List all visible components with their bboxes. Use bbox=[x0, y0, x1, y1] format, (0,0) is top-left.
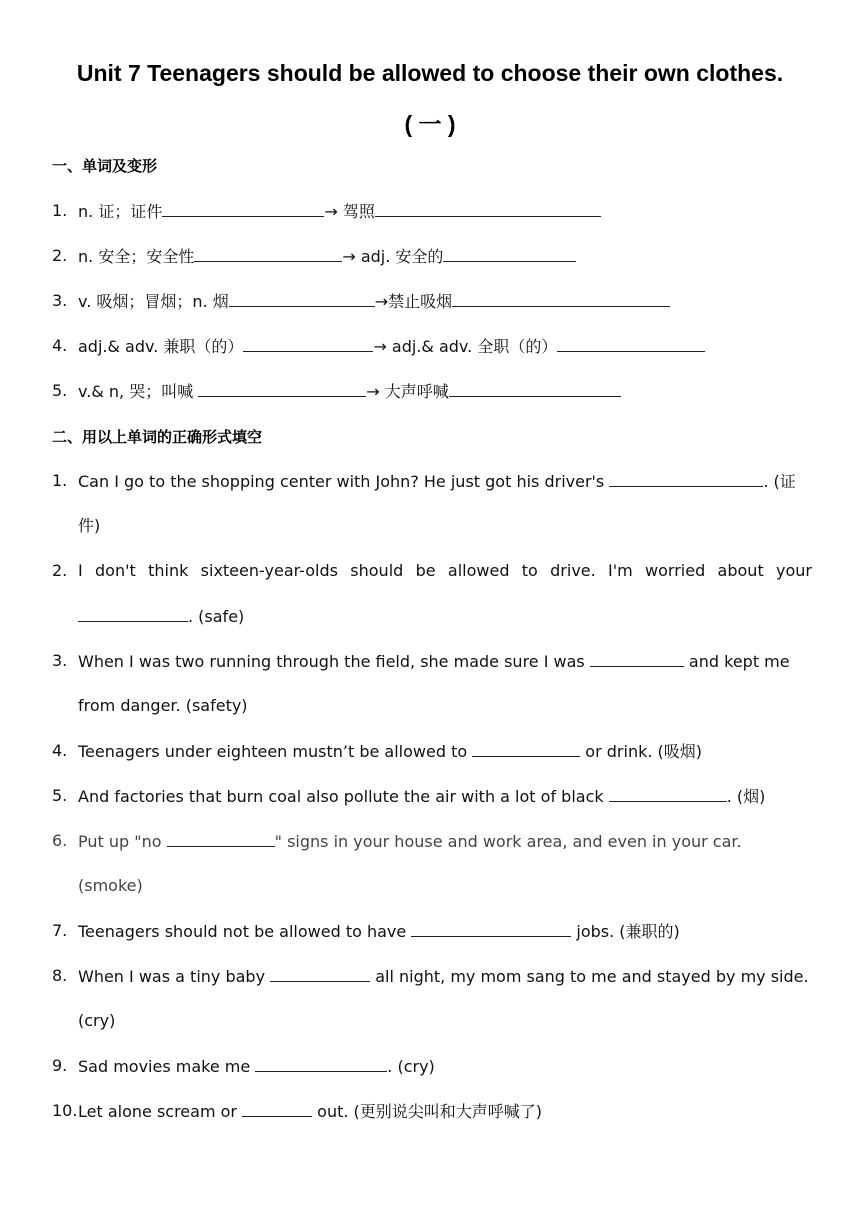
exercise-text: When I was two running through the field, she made sure I was bbox=[78, 652, 590, 671]
exercise-item-5 bbox=[52, 784, 812, 808]
exercise-item-2 bbox=[52, 559, 812, 583]
exercise-text-after: all night, my mom sang to me and stayed by my side. bbox=[370, 967, 809, 986]
answer-blank[interactable] bbox=[590, 649, 684, 667]
exercise-item-8-continuation: (cry) bbox=[78, 1011, 116, 1030]
section-heading-vocabulary: 一、单词及变形 bbox=[52, 157, 158, 175]
exercise-text: Teenagers under eighteen mustn’t be allowed to bbox=[78, 742, 473, 761]
item-number: 3. bbox=[52, 651, 68, 670]
vocab-item-5 bbox=[52, 379, 812, 403]
vocab-derivation: → 大声呼喊 bbox=[366, 382, 449, 401]
exercise-text: Put up "no bbox=[78, 832, 167, 851]
vocab-definition: n. 安全；安全性 bbox=[78, 247, 195, 266]
vocab-derivation: → adj. 安全的 bbox=[342, 247, 444, 266]
exercise-item-6-continuation: (smoke) bbox=[78, 876, 143, 895]
exercise-text-after: and kept me bbox=[683, 652, 790, 671]
exercise-text-after: out. (更别说尖叫和大声呼喊了) bbox=[312, 1102, 543, 1121]
exercise-item-8 bbox=[52, 964, 812, 988]
item-number: 5. bbox=[52, 786, 68, 805]
item-number: 5. bbox=[52, 381, 68, 400]
answer-blank[interactable] bbox=[557, 334, 705, 352]
item-number: 1. bbox=[52, 471, 68, 490]
exercise-item-3 bbox=[52, 649, 812, 673]
item-number: 6. bbox=[52, 831, 68, 850]
answer-blank[interactable] bbox=[411, 919, 571, 937]
item-number: 8. bbox=[52, 966, 68, 985]
item-number: 10. bbox=[52, 1101, 78, 1120]
exercise-text: And factories that burn coal also pollute the air with a lot of black bbox=[78, 787, 609, 806]
vocab-definition: n. 证；证件 bbox=[78, 202, 163, 221]
answer-blank[interactable] bbox=[255, 1054, 387, 1072]
exercise-text-after: jobs. (兼职的) bbox=[571, 922, 680, 941]
vocab-derivation: → 驾照 bbox=[324, 202, 375, 221]
exercise-item-2-continuation bbox=[78, 604, 244, 628]
exercise-text: Let alone scream or bbox=[78, 1102, 243, 1121]
exercise-text: When I was a tiny baby bbox=[78, 967, 271, 986]
vocab-derivation: →禁止吸烟 bbox=[374, 292, 453, 311]
exercise-text: Teenagers should not be allowed to have bbox=[78, 922, 412, 941]
answer-blank[interactable] bbox=[609, 784, 727, 802]
item-number: 9. bbox=[52, 1056, 68, 1075]
exercise-hint: . (烟) bbox=[726, 787, 766, 806]
page-title: Unit 7 Teenagers should be allowed to choose their own clothes. bbox=[76, 60, 784, 86]
exercise-item-7 bbox=[52, 919, 812, 943]
exercise-text: I don't think sixteen-year-olds should be allowed to drive. I'm worried about your bbox=[78, 561, 812, 580]
exercise-text-after: or drink. (吸烟) bbox=[580, 742, 703, 761]
answer-blank[interactable] bbox=[194, 244, 342, 262]
answer-blank[interactable] bbox=[243, 334, 373, 352]
section-heading-fill-in: 二、用以上单词的正确形式填空 bbox=[52, 428, 263, 446]
exercise-text: Sad movies make me bbox=[78, 1057, 256, 1076]
answer-blank[interactable] bbox=[167, 829, 275, 847]
item-number: 2. bbox=[52, 561, 68, 580]
answer-blank[interactable] bbox=[270, 964, 370, 982]
answer-blank[interactable] bbox=[375, 199, 601, 217]
item-number: 4. bbox=[52, 741, 68, 760]
vocab-item-2 bbox=[52, 244, 812, 268]
exercise-item-9 bbox=[52, 1054, 812, 1078]
exercise-item-1-continuation: 件) bbox=[78, 516, 101, 535]
vocab-definition: adj.& adv. 兼职（的） bbox=[78, 337, 244, 356]
answer-blank[interactable] bbox=[198, 379, 366, 397]
exercise-hint: . (safe) bbox=[188, 607, 245, 626]
exercise-text-after: " signs in your house and work area, and even in your car. bbox=[274, 832, 742, 851]
answer-blank[interactable] bbox=[229, 289, 375, 307]
item-number: 2. bbox=[52, 246, 68, 265]
exercise-item-1 bbox=[52, 469, 812, 493]
exercise-text: Can I go to the shopping center with John? He just got his driver's bbox=[78, 472, 610, 491]
answer-blank[interactable] bbox=[242, 1099, 312, 1117]
answer-blank[interactable] bbox=[78, 604, 188, 622]
answer-blank[interactable] bbox=[449, 379, 621, 397]
item-number: 3. bbox=[52, 291, 68, 310]
answer-blank[interactable] bbox=[452, 289, 670, 307]
vocab-definition: v.& n, 哭；叫喊 bbox=[78, 382, 199, 401]
vocab-item-4 bbox=[52, 334, 812, 358]
exercise-item-3-continuation: from danger. (safety) bbox=[78, 696, 248, 715]
answer-blank[interactable] bbox=[472, 739, 580, 757]
exercise-hint: . (cry) bbox=[387, 1057, 435, 1076]
vocab-item-3 bbox=[52, 289, 812, 313]
exercise-hint: . (证 bbox=[763, 472, 796, 491]
item-number: 1. bbox=[52, 201, 68, 220]
item-number: 4. bbox=[52, 336, 68, 355]
exercise-item-10 bbox=[52, 1099, 812, 1123]
exercise-item-6 bbox=[52, 829, 812, 853]
exercise-item-4 bbox=[52, 739, 812, 763]
vocab-definition: v. 吸烟；冒烟；n. 烟 bbox=[78, 292, 229, 311]
vocab-item-1 bbox=[52, 199, 812, 223]
page-subtitle: ( 一 ) bbox=[404, 111, 456, 137]
item-number: 7. bbox=[52, 921, 68, 940]
answer-blank[interactable] bbox=[443, 244, 576, 262]
answer-blank[interactable] bbox=[609, 469, 763, 487]
answer-blank[interactable] bbox=[162, 199, 324, 217]
vocab-derivation: → adj.& adv. 全职（的） bbox=[373, 337, 558, 356]
